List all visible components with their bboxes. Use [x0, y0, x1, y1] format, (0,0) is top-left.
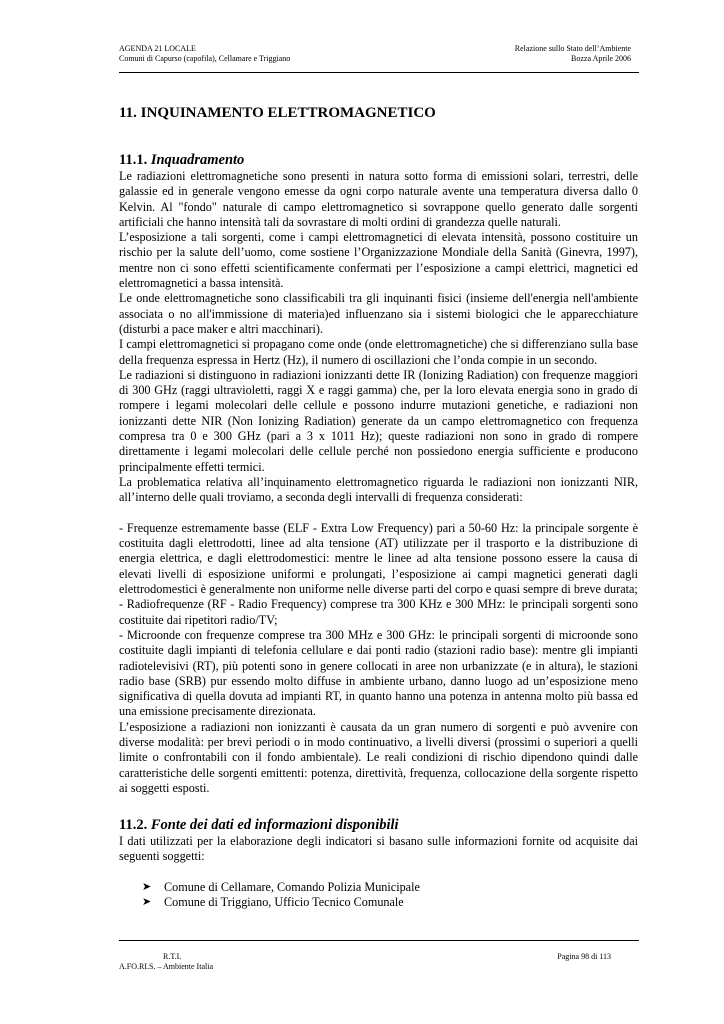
paragraph: Le radiazioni elettromagnetiche sono presenti in natura sotto forma di emissioni solari, terrestri, delle galassie ed in generale vengono emesse da ogni corpo naturale avente una temperatura diversa dallo 0 Kelvin. Al "fondo" naturale di campo elettromagnetico si sovrappone quello generato dalle sorgenti artificiali che hanno intensità tali da sovrastare di molti ordini di grandezza quelle naturali.	[119, 169, 638, 229]
blank-line	[119, 506, 638, 521]
arrow-bullet-icon: ➤	[142, 896, 152, 909]
chapter-title: 11. INQUINAMENTO ELETTROMAGNETICO	[119, 105, 436, 121]
section-2-number: 11.2.	[119, 817, 148, 833]
frequency-range-elf: - Frequenze estremamente basse (ELF - Extra Low Frequency) pari a 50-60 Hz: la principale sorgente è costituita dagli elettrodotti, linee ad alta tensione (AT) utilizzate per il trasporto e la distribuzione di energia elettrica, e dagli elettrodomestici: mentre le linee ad alta tensione possono essere la causa di elevati livelli di esposizione uniformi e prolungati, l’esposizione ai campi magnetici generati dagli elettrodomestici è generalmente non uniforme nelle diverse parti del corpo e quasi sempre di breve durata;	[119, 520, 638, 597]
page-number: Pagina 98 di 113	[557, 952, 611, 961]
paragraph: La problematica relativa all’inquinamento elettromagnetico riguarda le radiazioni non ionizzanti NIR, all’interno delle quali troviamo, a seconda degli intervalli di frequenza considerati:	[119, 474, 638, 505]
header-left	[119, 44, 290, 64]
paragraph: L’esposizione a tali sorgenti, come i campi elettromagnetici di elevata intensità, possono costituire un rischio per la salute dell’uomo, come sostiene l’Organizzazione Mondiale della Sanità (Ginevra, 1997), mentre non ci sono effetti scientificamente confermati per l’esposizione a campi elettrici, magnetici ed elettromagnetici a bassa intensità.	[119, 230, 638, 291]
header-draft-date: Bozza Aprile 2006	[571, 54, 631, 63]
section-1-body	[119, 169, 638, 796]
frequency-range-rf: - Radiofrequenze (RF - Radio Frequency) comprese tra 300 KHz e 300 MHz: le principali sorgenti sono costituite dai ripetitori radio/TV;	[119, 597, 638, 627]
list-item-text: Comune di Triggiano, Ufficio Tecnico Comunale	[164, 895, 404, 910]
paragraph: I campi elettromagnetici si propagano come onde (onde elettromagnetiche) che si differenziano sulla base della frequenza espressa in Hertz (Hz), il numero di oscillazioni che l’onda compie in un secondo.	[119, 337, 638, 367]
list-item	[142, 895, 420, 910]
list-item	[142, 880, 420, 895]
header-divider	[119, 72, 639, 73]
section-2-body	[119, 834, 638, 865]
paragraph: I dati utilizzati per la elaborazione degli indicatori si basano sulle informazioni fornite od acquisite dai seguenti soggetti:	[119, 834, 638, 864]
list-item-text: Comune di Cellamare, Comando Polizia Municipale	[164, 880, 420, 894]
source-list	[142, 880, 420, 911]
paragraph: L’esposizione a radiazioni non ionizzanti è causata da un gran numero di sorgenti e può avvenire con diverse modalità: per brevi periodi o in modo continuativo, a livelli diversi (prossimi o superiori a quelli limite o confrontabili con il fondo ambientale). Le reali condizioni di rischio dipendono quindi dalle caratteristiche delle sorgenti emittenti: potenza, direttività, frequenza, collocazione della sorgente rispetto ai soggetti esposti.	[119, 719, 638, 795]
paragraph: Le onde elettromagnetiche sono classificabili tra gli inquinanti fisici (insieme dell'energia nell'ambiente associata o no all'immissione di materia)ed influenzano sia i sistemi biologici che le apparecchiature (disturbi a pace maker e altri macchinari).	[119, 291, 638, 336]
arrow-bullet-icon: ➤	[142, 881, 152, 893]
footer-rti: R.T.I.	[163, 952, 182, 961]
paragraph: Le radiazioni si distinguono in radiazioni ionizzanti dette IR (Ionizing Radiation) con frequenze maggiori di 300 GHz (raggi ultravioletti, raggi X e raggi gamma) che, per la loro elevata energia sono in grado di rompere i legami molecolari delle cellule e possono indurre mutazioni genetiche, e radiazioni non ionizzanti dette NIR (Non Ionizing Radiation) generate da un campo elettromagnetico con frequenza compresa tra 0 e 300 GHz (pari a 3 x 1011 Hz); queste radiazioni non sono in grado di rompere direttamente i legami molecolari delle cellule perché non possiedono energia sufficiente e producono principalmente effetti termici.	[119, 367, 638, 474]
header-project: AGENDA 21 LOCALE	[119, 44, 196, 53]
section-2-heading	[119, 816, 399, 834]
header-municipalities: Comuni di Capurso (capofila), Cellamare e Triggiano	[119, 54, 291, 63]
footer-left	[119, 952, 213, 972]
footer-divider	[119, 940, 639, 941]
header-right	[515, 44, 631, 64]
section-2-title: Fonte dei dati ed informazioni disponibili	[150, 817, 399, 833]
footer-organization: A.FO.RI.S. – Ambiente Italia	[119, 962, 213, 971]
section-1-title: Inquadramento	[150, 152, 245, 168]
section-1-heading	[119, 151, 244, 169]
section-1-number: 11.1.	[119, 152, 148, 168]
frequency-range-microwave: - Microonde con frequenze comprese tra 300 MHz e 300 GHz: le principali sorgenti di microonde sono costituite dagli impianti di telefonia cellulare e dai ponti radio (stazioni radio base): mentre gli impianti radiotelevisivi (RT), più potenti sono in genere collocati in aree non urbanizzate (e in altura), le stazioni radio base (SRB) pur essendo molto diffuse in ambiente urbano, danno luogo ad un’esposizione meno significativa di quella dovuta ad impianti RT, in quanto hanno una potenza in antenna molto più bassa ed una emissione precisamente direzionata.	[119, 627, 638, 719]
header-report-title: Relazione sullo Stato dell’Ambiente	[514, 44, 631, 53]
